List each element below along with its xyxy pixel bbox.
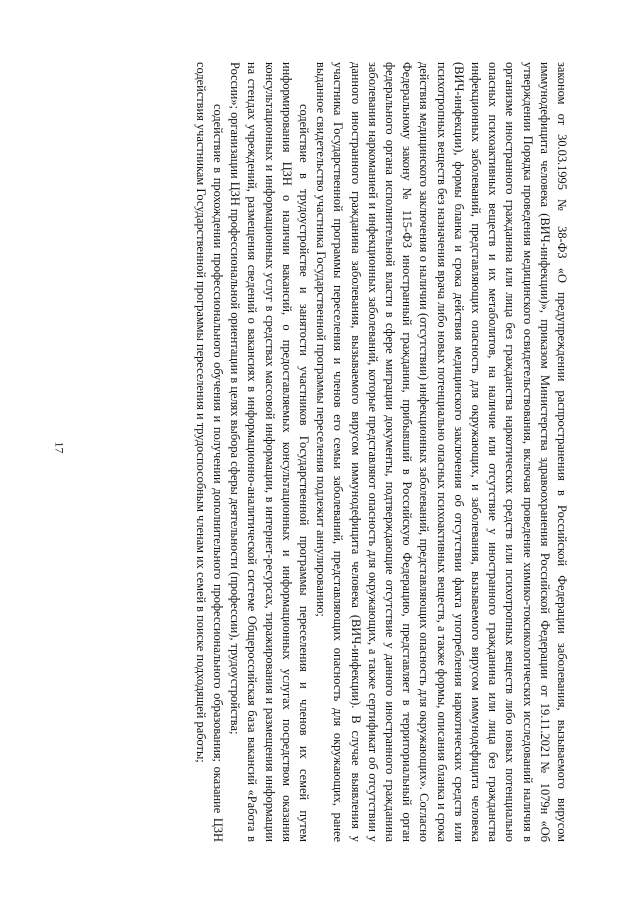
paragraph-1: законом от 30.03.1995 № 38-ФЗ «О предупреждении распространения в Российской Федерации заболевания, вызываемого вирусом иммунодефицита человека (ВИЧ-инфекции)», приказом Министерства здравоохранения Российской Федерации от 19.11.2021№ 1079н «Об утверждении Порядка проведения медицинского освидетельствования, включая проведение химико-токсикологических исследований наличия в организме иностранного гражданина или лица без гражданства наркотических средств или психотропных веществ либо новых потенциально опасных психоактивных веществ и их метаболитов, на наличие или отсутствие у иностранного гражданина или лица без гражданства инфекционных заболеваний, представляющих опасность для окружающих, и заболевания, вызываемого вирусом иммунодефицита человека (ВИЧ-инфекции), формы бланка и срока действия медицинского заключения об отсутствии факта употребления наркотических средств или психотропных веществ без назначения врача либо новых потенциально опасных психоактивных веществ, а также формы, описания бланка и срока действия медицинского заключения о наличии (отсутствии) инфекционных заболеваний, представляющих опасность для окружающих». Согласно Федеральному закону № 115-ФЗ иностранный гражданин, прибывший в Российскую Федерацию, представляет в территориальный орган федерального органа исполнительной власти в сфере миграции документы, подтверждающие отсутствие у данного иностранного гражданина заболевания наркоманией и инфекционных заболеваний, которые представляют опасность для окружающих, а также сертификат об отсутствии у данного иностранного гражданина заболевания, вызываемого вирусом иммунодефицита человека (ВИЧ-инфекции). В случае выявления у участника Государственной программы переселения и членов его семьи заболеваний, представляющих опасность для окружающих, ранее выданное свидетельство участника Государственной программы переселения подлежит аннулированию;	[314, 62, 569, 842]
body-text	[70, 62, 570, 842]
page-number: 17	[52, 441, 67, 454]
paragraph-2: содействие в трудоустройстве и занятости участников Государственной программы переселения и членов их семей путем информирования ЦЗН о наличии вакансий, о предоставляемых консультационных и информационных услугах посредством оказания консультационных и информационных услуг в средствах массовой информации, в интернет-ресурсах, тиражирования и размещения информации на стендах учреждений, размещения сведений о вакансиях в информационно-аналитической системе Общероссийская база вакансий «Работа в России»; организации ЦЗН профессиональной ориентации в целях выбора сферы деятельности (профессии), трудоустройства;	[228, 62, 311, 842]
paragraph-3: содействие в прохождении профессионального обучения и получении дополнительного профессионального образования; оказание ЦЗН содействия участникам Государственной программы переселения и трудоспособным членам их семей в поиске подходящей работы;	[193, 62, 225, 842]
rotated-text-area	[70, 62, 570, 842]
